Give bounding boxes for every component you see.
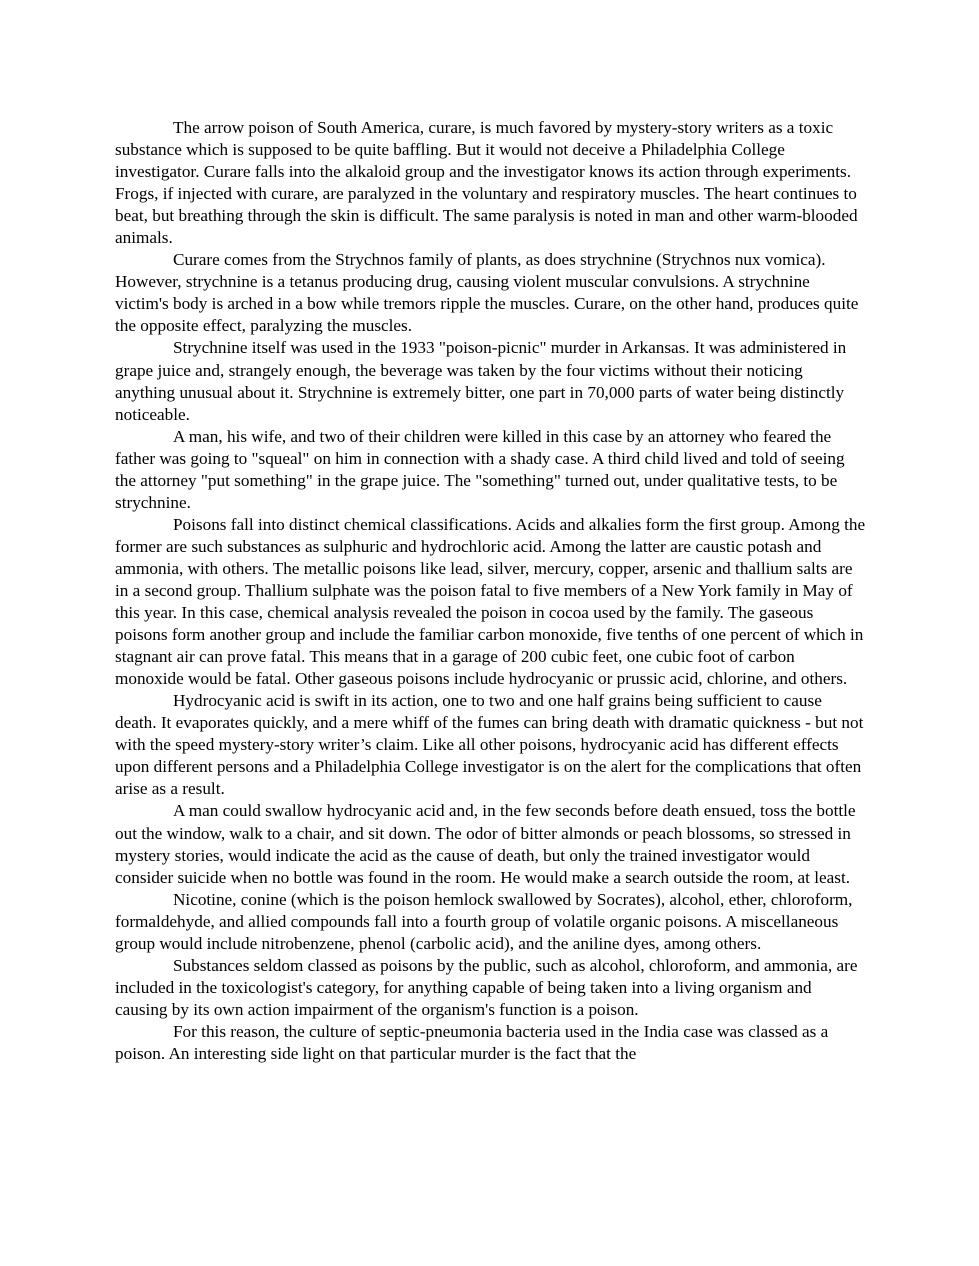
document-body — [115, 117, 866, 1065]
paragraph: For this reason, the culture of septic-pneumonia bacteria used in the India case was classed as a poison. An interesting side light on that particular murder is the fact that the — [115, 1021, 829, 1063]
paragraph: A man, his wife, and two of their children were killed in this case by an attorney who feared the father was going to "squeal" on him in connection with a shady case. A third child lived and told of seeing the attorney "put something" in the grape juice. The "something" turned out, under qualitative tests, to be strychnine. — [115, 426, 845, 512]
paragraph: Substances seldom classed as poisons by the public, such as alcohol, chloroform, and ammonia, are included in the toxicologist's category, for anything capable of being taken into a living organism and causing by its own action impairment of the organism's function is a poison. — [115, 955, 858, 1019]
paragraph: Hydrocyanic acid is swift in its action, one to two and one half grains being sufficient to cause death. It evaporates quickly, and a mere whiff of the fumes can bring death with dramatic quickness - but not with the speed mystery-story writer’s claim. Like all other poisons, hydrocyanic acid has different effects upon different persons and a Philadelphia College investigator is on the alert for the complications that often arise as a result. — [115, 691, 864, 799]
paragraph: A man could swallow hydrocyanic acid and, in the few seconds before death ensued, toss the bottle out the window, walk to a chair, and sit down. The odor of bitter almonds or peach blossoms, so stressed in mystery stories, would indicate the acid as the cause of death, but only the trained investigator would consider suicide when no bottle was found in the room. He would make a search outside the room, at least. — [115, 801, 856, 887]
paragraph: Poisons fall into distinct chemical classifications. Acids and alkalies form the first group. Among the former are such substances as sulphuric and hydrochloric acid. Among the latter are caustic potash and ammonia, with others. The metallic poisons like lead, silver, mercury, copper, arsenic and thallium salts are in a second group. Thallium sulphate was the poison fatal to five members of a New York family in May of this year. In this case, chemical analysis revealed the poison in cocoa used by the family. The gaseous poisons form another group and include the familiar carbon monoxide, five tenths of one percent of which in stagnant air can prove fatal. This means that in a garage of 200 cubic feet, one cubic foot of carbon monoxide would be fatal. Other gaseous poisons include hydrocyanic or prussic acid, chlorine, and others. — [115, 514, 866, 689]
paragraph: Nicotine, conine (which is the poison hemlock swallowed by Socrates), alcohol, ether, chloroform, formaldehyde, and allied compounds fall into a fourth group of volatile organic poisons. A miscellaneous group would include nitrobenzene, phenol (carbolic acid), and the aniline dyes, among others. — [115, 889, 853, 953]
paragraph: The arrow poison of South America, curare, is much favored by mystery-story writers as a toxic substance which is supposed to be quite baffling. But it would not deceive a Philadelphia College investigator. Curare falls into the alkaloid group and the investigator knows its action through experiments. Frogs, if injected with curare, are paralyzed in the voluntary and respiratory muscles. The heart continues to beat, but breathing through the skin is difficult. The same paralysis is noted in man and other warm-blooded animals. — [115, 118, 858, 248]
paragraph: Curare comes from the Strychnos family of plants, as does strychnine (Strychnos nux vomica). However, strychnine is a tetanus producing drug, causing violent muscular convulsions. A strychnine victim's body is arched in a bow while tremors ripple the muscles. Curare, on the other hand, produces quite the opposite effect, paralyzing the muscles. — [115, 250, 859, 336]
paragraph: Strychnine itself was used in the 1933 "poison-picnic" murder in Arkansas. It was administered in grape juice and, strangely enough, the beverage was taken by the four victims without their noticing anything unusual about it. Strychnine is extremely bitter, one part in 70,000 parts of water being distinctly noticeable. — [115, 338, 847, 424]
